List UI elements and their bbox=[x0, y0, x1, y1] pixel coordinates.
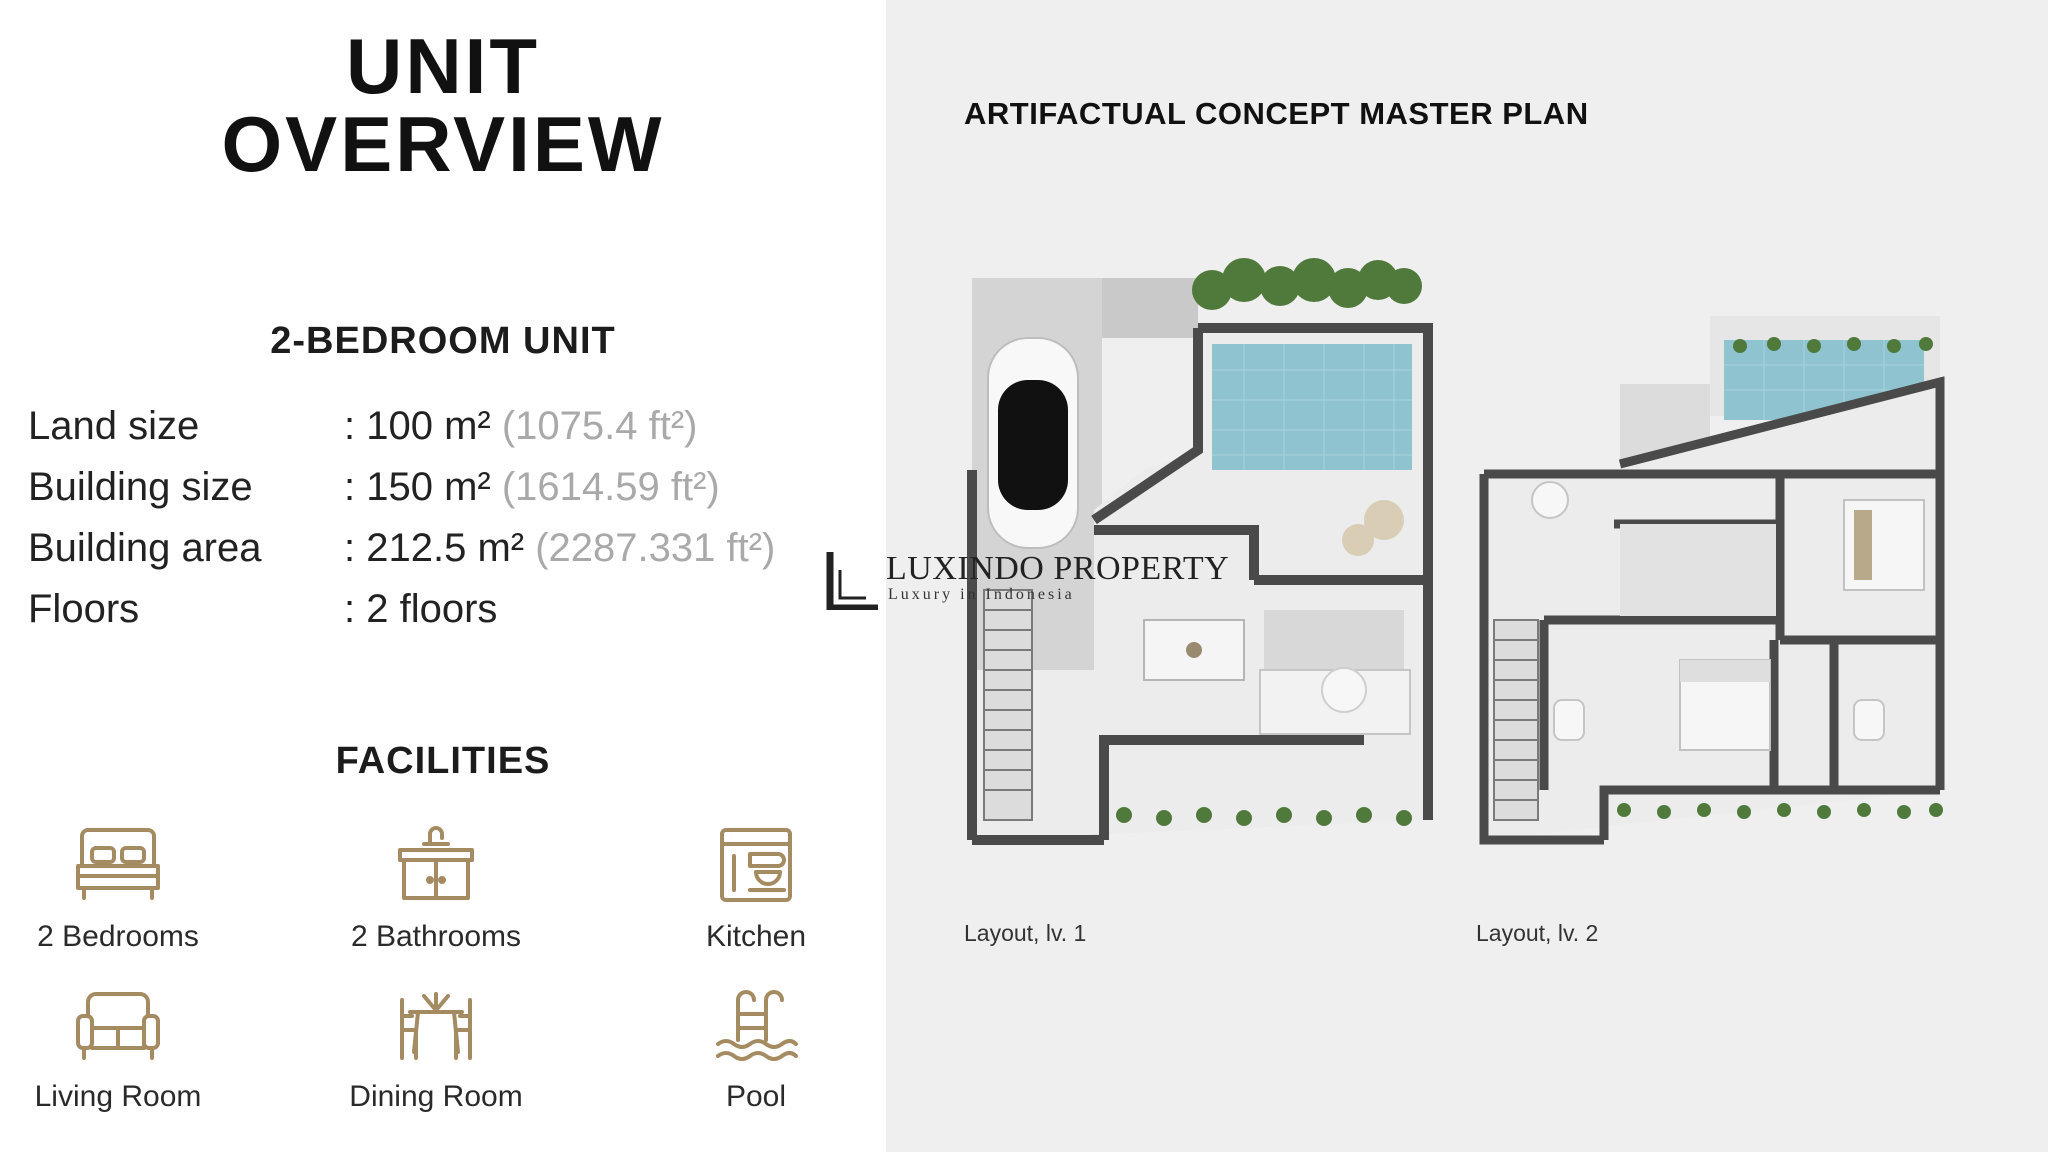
facility-bathrooms bbox=[306, 826, 566, 954]
facility-living-room bbox=[0, 986, 248, 1114]
spec-value: : 100 m² (1075.4 ft²) bbox=[344, 404, 698, 448]
car-icon bbox=[988, 338, 1078, 548]
page-title-line1: UNIT bbox=[346, 22, 540, 110]
facility-label: Living Room bbox=[34, 1080, 202, 1113]
overview-panel bbox=[0, 0, 886, 1152]
page-title-line2: OVERVIEW bbox=[221, 100, 665, 188]
pool-ladder-icon bbox=[710, 986, 802, 1064]
facility-kitchen bbox=[626, 826, 886, 954]
spec-label: Floors bbox=[28, 587, 140, 631]
facility-label: Dining Room bbox=[349, 1080, 523, 1113]
facility-dining-room bbox=[306, 986, 566, 1114]
watermark-tagline: Luxury in Indonesia bbox=[888, 586, 1075, 603]
layout-level-1-caption: Layout, lv. 1 bbox=[964, 920, 1087, 946]
luxindo-logo-icon bbox=[826, 550, 882, 610]
masterplan-title: ARTIFACTUAL CONCEPT MASTER PLAN bbox=[964, 96, 1589, 131]
spec-label: Land size bbox=[28, 404, 200, 448]
spec-value: : 150 m² (1614.59 ft²) bbox=[344, 465, 720, 509]
unit-heading: 2-BEDROOM UNIT bbox=[270, 320, 616, 362]
spec-row-land bbox=[28, 404, 858, 460]
facilities-heading: FACILITIES bbox=[335, 740, 551, 782]
spec-row-building-size bbox=[28, 465, 858, 521]
bed-icon bbox=[72, 826, 164, 904]
spec-alt-unit: (2287.331 ft²) bbox=[535, 526, 776, 570]
dining-table-icon bbox=[390, 986, 482, 1064]
spec-alt-unit: (1075.4 ft²) bbox=[501, 404, 698, 448]
watermark-name: LUXINDO PROPERTY bbox=[886, 550, 1230, 587]
layout-level-2-caption: Layout, lv. 2 bbox=[1476, 920, 1599, 946]
facility-label: Kitchen bbox=[705, 920, 807, 953]
kitchen-mixer-icon bbox=[710, 826, 802, 904]
spec-row-floors bbox=[28, 587, 858, 643]
facility-label: 2 Bathrooms bbox=[350, 920, 522, 953]
sofa-icon bbox=[72, 986, 164, 1064]
facility-label: Pool bbox=[725, 1080, 787, 1113]
bathroom-sink-icon bbox=[390, 826, 482, 904]
facility-bedrooms bbox=[0, 826, 248, 954]
facility-pool bbox=[626, 986, 886, 1114]
spec-row-building-area bbox=[28, 526, 858, 582]
spec-alt-unit: (1614.59 ft²) bbox=[501, 465, 720, 509]
spec-value: : 2 floors bbox=[344, 587, 498, 631]
spec-label: Building area bbox=[28, 526, 262, 570]
spec-value: : 212.5 m² (2287.331 ft²) bbox=[344, 526, 776, 570]
spec-label: Building size bbox=[28, 465, 253, 509]
facility-label: 2 Bedrooms bbox=[37, 920, 199, 953]
floorplan-level-2 bbox=[1474, 310, 1954, 850]
